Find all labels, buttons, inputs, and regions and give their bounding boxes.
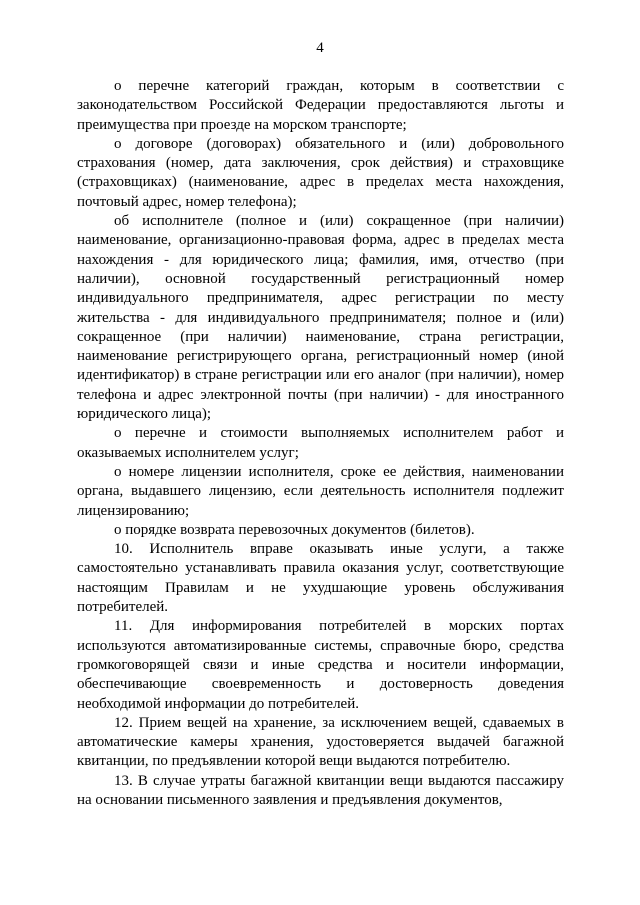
paragraph-item-11: 11. Для информирования потребителей в морских портах используются автоматизированные системы, справочные бюро, средства громкоговорящей связи и иные средства и носители информации, обеспечивающие своевременность и достоверность доведения необходимой информации до потребителей. bbox=[77, 618, 564, 712]
paragraph-benefit-categories: о перечне категорий граждан, которым в соответствии с законодательством Российской Федерации предоставляются льготы и преимущества при проезде на морском транспорте; bbox=[77, 78, 564, 133]
paragraph-insurance-contract: о договоре (договорах) обязательного и (или) добровольного страхования (номер, дата заключения, срок действия) и страховщике (страховщиках) (наименование, адрес в пределах места нахождения, почтовый адрес, номер телефона); bbox=[77, 135, 564, 210]
paragraph-item-12: 12. Прием вещей на хранение, за исключением вещей, сдаваемых в автоматические камеры хранения, удостоверяется выдачей багажной квитанции, по предъявлении которой вещи выдаются потребителю. bbox=[77, 714, 564, 770]
paragraph-item-13: 13. В случае утраты багажной квитанции вещи выдаются пассажиру на основании письменного заявления и предъявления документов, bbox=[77, 772, 564, 808]
paragraph-license-info: о номере лицензии исполнителя, сроке ее действия, наименовании органа, выдавшего лицензию, если деятельность исполнителя подлежит лицензированию; bbox=[77, 463, 564, 519]
paragraph-item-10: 10. Исполнитель вправе оказывать иные услуги, а также самостоятельно устанавливать правила оказания услуг, соответствующие настоящим Правилам и не ухудшающие уровень обслуживания потребителей. bbox=[77, 541, 564, 616]
document-body bbox=[77, 77, 564, 810]
page-number: 4 bbox=[316, 40, 324, 56]
paragraph-ticket-refund: о порядке возврата перевозочных документов (билетов). bbox=[114, 521, 475, 538]
paragraph-services-cost: о перечне и стоимости выполняемых исполнителем работ и оказываемых исполнителем услуг; bbox=[77, 425, 564, 461]
paragraph-contractor-info: об исполнителе (полное и (или) сокращенное (при наличии) наименование, организационно-правовая форма, адрес в пределах места нахождения - для юридического лица; фамилия, имя, отчество (при наличии), основной государственный регистрационный номер индивидуального предпринимателя, адрес регистрации по месту жительства - для индивидуального предпринимателя; полное и (или) сокращенное (при наличии) наименование, страна регистрации, наименование регистрирующего органа, регистрационный номер (иной идентификатор) в стране регистрации или его аналог (при наличии), номер телефона и адрес электронной почты (при наличии) - для иностранного юридического лица); bbox=[77, 213, 564, 423]
